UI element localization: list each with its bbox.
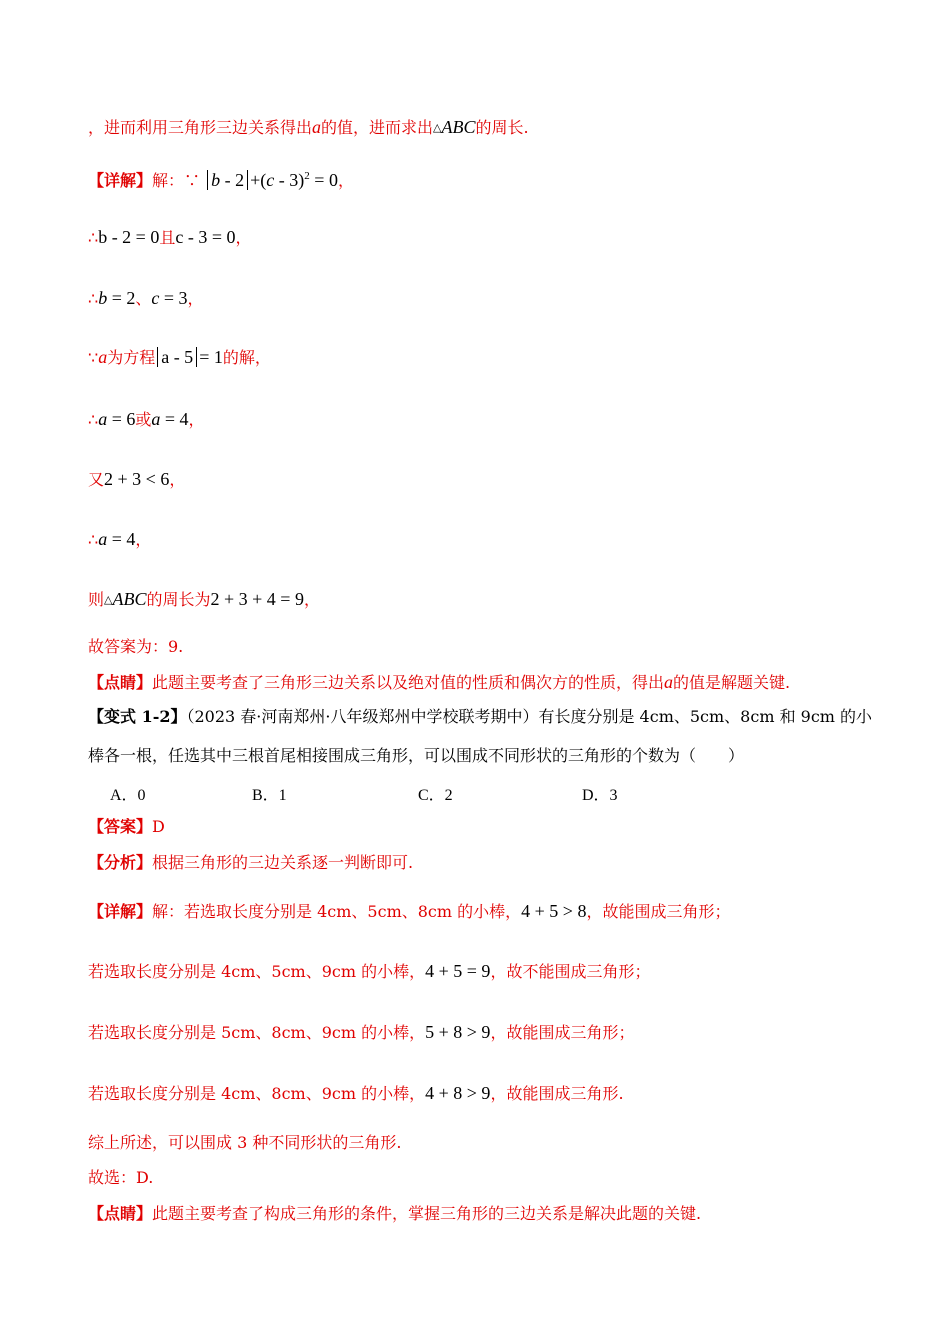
case-4: 若选取长度分别是 4cm、8cm、9cm 的小棒，4 + 8 > 9，故能围成三角形. <box>88 1083 624 1103</box>
option-c: C．2 <box>418 787 453 804</box>
choose-line: 故选：D. <box>88 1168 154 1187</box>
triangle-symbol-icon: △ <box>433 122 442 134</box>
option-a: A．0 <box>110 787 146 804</box>
analysis-line: 【分析】根据三角形的三边关系逐一判断即可. <box>88 853 414 872</box>
variant-question-line-2: 棒各一根，任选其中三根首尾相接围成三角形，可以围成不同形状的三角形的个数为（ ） <box>88 746 745 765</box>
triangle-symbol-icon: △ <box>104 594 113 606</box>
detail-step-6: 又2 + 3 < 6， <box>88 469 186 489</box>
case-3: 若选取长度分别是 5cm、8cm、9cm 的小棒，5 + 8 > 9，故能围成三角形； <box>88 1022 635 1042</box>
case-1: 【详解】解：若选取长度分别是 4cm、5cm、8cm 的小棒，4 + 5 > 8，故能围成三角形； <box>88 901 731 921</box>
answer-line: 故答案为：9. <box>88 637 184 656</box>
option-d: D．3 <box>582 787 618 804</box>
key-point-2: 【点睛】此题主要考查了构成三角形的条件，掌握三角形的三边关系是解决此题的关键. <box>88 1204 702 1223</box>
detail-step-8: 则△ABC的周长为2 + 3 + 4 = 9， <box>88 589 320 609</box>
key-point-1: 【点睛】此题主要考查了三角形三边关系以及绝对值的性质和偶次方的性质，得出a的值是解题关键. <box>88 672 791 692</box>
analysis-continuation: ，进而利用三角形三边关系得出a的值，进而求出△ABC的周长. <box>88 117 529 137</box>
option-b: B．1 <box>252 787 287 804</box>
detail-step-7: ∴a = 4， <box>88 529 152 549</box>
case-2: 若选取长度分别是 4cm、5cm、9cm 的小棒，4 + 5 = 9，故不能围成三角形； <box>88 961 651 981</box>
variant-question-line-1: 【变式 1-2】（2023 春·河南郑州·八年级郑州中学校联考期中）有长度分别是 4cm、5cm、8cm 和 9cm 的小 <box>88 707 873 726</box>
detail-step-3: ∴b = 2、c = 3， <box>88 288 204 308</box>
detail-step-2: ∴b - 2 = 0且c - 3 = 0， <box>88 227 252 247</box>
detail-step-1: 【详解】解：∵ b - 2 +(c - 3)$^2$ = 0， <box>88 170 354 190</box>
answer-label-line: 【答案】D <box>88 817 165 836</box>
detail-step-4: ∵a为方程 a - 5 = 1的解， <box>88 347 271 367</box>
summary-line: 综上所述，可以围成 3 种不同形状的三角形. <box>88 1133 402 1152</box>
detail-step-5: ∴a = 6或a = 4， <box>88 409 205 429</box>
